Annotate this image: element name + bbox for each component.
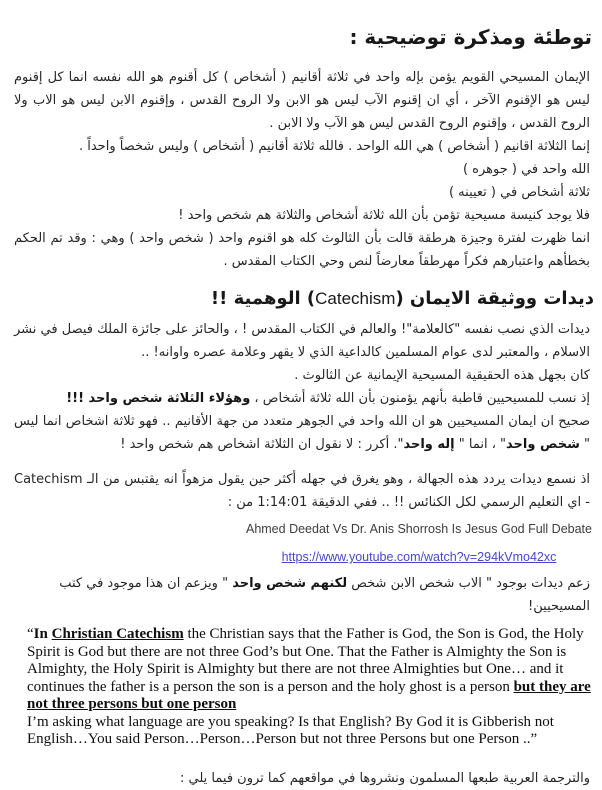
video-title: Ahmed Deedat Vs Dr. Anis Shorrosh Is Jesus God Full Debate [245,522,592,536]
claim2-suffix: " ويزعم ان هذا موجود في كتب المسيحيين! [59,576,590,614]
correction-paragraph [14,410,590,456]
english-quote-body: the Christian says that the Father is God, the Son is God, the Holy Spirit is God but there are not three God’s but One. That the Father is Almighty the Son is Almighty, the Holy Spirit is Almighty but there are not three Almighties but One… and it continues the father is a person the son is a person and the holy ghost is a person [27,626,584,695]
english-quote-block [27,626,592,749]
quote-intro-paragraph: اذ نسمع ديدات يردد هذه الجهالة ، وهو يغرق في جهله أكثر حين يقول مزهواً انه يقتبس من الـ Catechism - اي التعليم الرسمي لكل الكنائس !! .. ففي الدقيقة 1:14:01 من : [14,472,590,510]
english-bold-underline-persons: but they are not three persons but one person [27,678,591,712]
correction-part-1: صحيح ان ايمان المسيحيين هو ان الله واحد في الجوهر متعدد من جهة الأقانيم .. فهو ثلاثة اشخاص انما ليس " [14,414,590,452]
deedat-heading [0,285,594,313]
deedat-claim-line [14,387,590,410]
deedat-claim-bold: وهؤلاء الثلاثة شخص واحد !!! [66,391,251,406]
youtube-link[interactable]: https://www.youtube.com/watch?v=294kVmo42xc [281,550,557,564]
video-link-row [240,547,598,567]
trinity-line-1: إنما الثلاثة اقانيم ( أشخاص ) هي الله الواحد . فالله ثلاثة أقانيم ( أشخاص ) وليس شخصاً واحداً . [78,139,590,154]
claim2-bold: لكنهم شخص واحد [232,576,348,591]
trinity-line-4: فلا يوجد كنيسة مسيحية تؤمن بأن الله ثلاثة أشخاص والثلاثة هم شخص واحد ! [178,208,590,223]
english-bold-underline-catechism: Christian Catechism [51,626,184,642]
deedat-ignorance-line: كان بجهل هذه الحقيقية المسيحية الإيمانية عن الثالوث . [294,368,590,383]
trinity-line-2: الله واحد في ( جوهره ) [462,162,590,177]
correction-bold-1: شخص واحد [506,437,580,452]
intro-heading: توطئة ومذكرة توضيحية : [349,25,592,49]
deedat-claim-prefix: إذ نسب للمسيحيين قاطبة بأنهم يؤمنون بأن الله ثلاثة أشخاص ، [250,391,590,406]
english-open-quote: “ [27,626,34,642]
deedat-heading-catechism: Catechism [315,289,396,308]
claim2-prefix: زعم ديدات بوجود " الاب شخص الابن شخص [347,576,590,591]
trinity-line-3: ثلاثة أشخاص في ( تعيينه ) [448,185,590,200]
english-bold-in: In [33,626,52,642]
claim2-line [14,572,590,618]
trinity-lines [14,135,590,273]
deedat-description: ديدات الذي نصب نفسه "كالعلامة"! والعالم في الكتاب المقدس ! ، والحائز على جائزة الملك فيصل في نشر الاسلام ، والمعتبر لدى عوام المسلمين كالداعية الذي لا يقهر وعلامة عصره واوانه! .. [14,322,590,360]
trinity-line-5: انما ظهرت لفترة وجيزة هرطقة قالت بأن الثالوث كله هو اقنوم واحد ( شخص واحد ) وهي : وقد تم الحكم بخطأهم واعتبارهم فكراً مهرطقاً معارضاً لنص وحي الكتاب المقدس . [14,231,590,269]
video-reference [240,519,598,567]
english-quote-line2: I’m asking what language are you speaking? Is that English? By God it is Gibberish not English…You said Person…Person…Person but not three Persons but one Person ..” [27,713,554,747]
footer-note: والترجمة العربية طبعها المسلمون ونشروها في مواقعهم كما ترون فيما يلي : [180,770,590,786]
deedat-heading-arabic-end: ) الوهمية !! [210,288,316,309]
deedat-heading-arabic-start: ديدات ووثيقة الايمان ( [395,288,594,309]
intro-paragraph: الإيمان المسيحي القويم يؤمن بإله واحد في ثلاثة أقانيم ( أشخاص ) كل أقنوم هو الله نفسه انما كل إقنوم ليس هو الإقنوم الآخر ، أي ان إقنوم الآب ليس هو الابن ولا الروح القدس ، وإقنوم الابن ليس هو الاب ولا الروح القدس ، وإقنوم الروح القدس ليس هو الآب ولا الابن . [14,70,590,131]
english-quote-paragraph [27,626,592,714]
correction-part-3: ". أكرر : لا نقول ان الثلاثة اشخاص هم شخص واحد ! [120,437,404,452]
correction-bold-2: إله واحد [403,437,455,452]
deedat-section [14,318,590,456]
correction-part-2: " ، انما " [454,437,507,452]
